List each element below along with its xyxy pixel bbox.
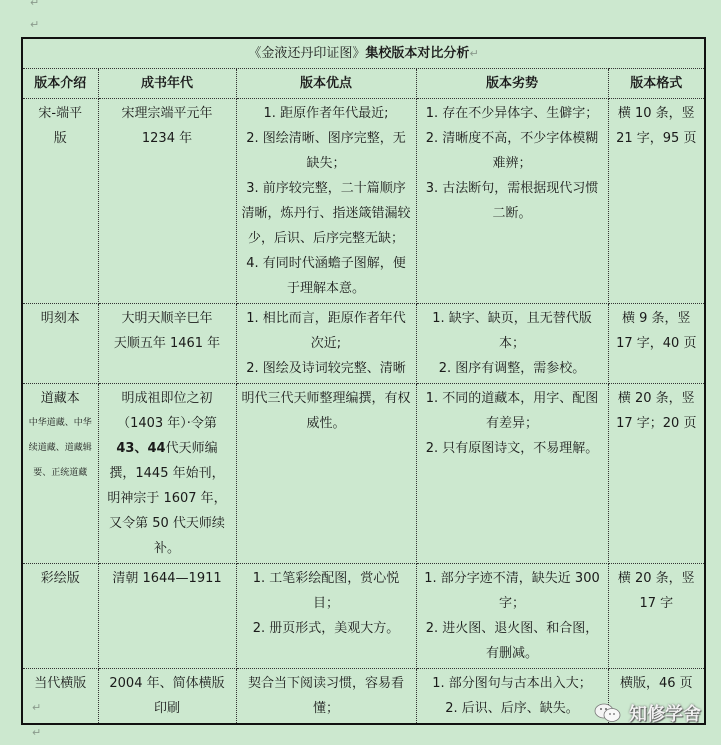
cell-format: 横 10 条，竖 21 字，95 页 (608, 99, 705, 304)
table-row (22, 384, 705, 564)
cell-cons: 1. 部分字迹不清，缺失近 300 字； 2. 进火图、退火图、和合图，有删减。 (416, 564, 608, 669)
version-comparison-table (21, 37, 706, 725)
cell-date: 2004 年、简体横版印刷 (98, 669, 236, 725)
edition-note: 中华道藏、中华续道藏、道藏辑要、正统道藏 (28, 418, 92, 478)
watermark-text: 知修学舍 (629, 704, 701, 725)
cell-edition: 当代横版 (22, 669, 98, 725)
wechat-icon (593, 702, 623, 724)
table-title: 《金液还丹印证图》集校版本对比分析↵ (22, 38, 705, 69)
header-pros: 版本优点 (236, 69, 416, 99)
table-title-book: 《金液还丹印证图》 (248, 46, 366, 61)
cell-pros: 明代三代天师整理编撰，有权威性。 (236, 384, 416, 564)
cell-edition: 道藏本 中华道藏、中华续道藏、道藏辑要、正统道藏 (22, 384, 98, 564)
cell-cons: 1. 不同的道藏本，用字、配图有差异； 2. 只有原图诗文，不易理解。 (416, 384, 608, 564)
cell-edition: 明刻本 (22, 304, 98, 384)
table-title-row (22, 38, 705, 69)
watermark (593, 700, 701, 726)
cell-pros: 1. 工笔彩绘配图，赏心悦目； 2. 册页形式，美观大方。 (236, 564, 416, 669)
paragraph-mark: ↵ (32, 701, 42, 714)
table-row (22, 564, 705, 669)
cell-format: 横版，46 页 (608, 669, 705, 725)
cell-edition: 彩绘版 (22, 564, 98, 669)
table-row (22, 99, 705, 304)
header-edition: 版本介绍 (22, 69, 98, 99)
paragraph-mark: ↵ (32, 726, 42, 739)
cell-cons: 1. 部分图句与古本出入大； 2. 后识、后序、缺失。 (416, 669, 608, 725)
paragraph-mark: ↵ (30, 18, 40, 31)
cell-cons: 1. 存在不少异体字、生僻字； 2. 清晰度不高，不少字体模糊难辨； 3. 古法断句，需根据现代习惯二断。 (416, 99, 608, 304)
cell-date: 明成祖即位之初（1403 年）·令第43、44代天师编撰，1445 年始刊，明神宗于 1607 年，又令第 50 代天师续补。 (98, 384, 236, 564)
cell-format: 横 20 条，竖 17 字 (608, 564, 705, 669)
paragraph-mark: ↵ (30, 0, 40, 9)
cell-date: 大明天顺辛巳年 天顺五年 1461 年 (98, 304, 236, 384)
cell-date: 宋理宗端平元年 1234 年 (98, 99, 236, 304)
cell-pros: 契合当下阅读习惯，容易看懂； (236, 669, 416, 725)
table-header-row (22, 69, 705, 99)
table-title-subject: 集校版本对比分析 (365, 46, 470, 61)
cell-edition: 宋-端平 版 (22, 99, 98, 304)
cell-cons: 1. 缺字、缺页，且无替代版本； 2. 图序有调整，需参校。 (416, 304, 608, 384)
cell-date: 清朝 1644—1911 (98, 564, 236, 669)
table-row (22, 304, 705, 384)
cell-format: 横 20 条，竖 17 字；20 页 (608, 384, 705, 564)
cell-pros: 1. 距原作者年代最近; 2. 图绘清晰、图序完整，无缺失； 3. 前序较完整，二十篇顺序清晰，炼丹行、指迷箴错漏较少，后识、后序完整无缺； 4. 有同时代涵蟾子图解，便于理解本意。 (236, 99, 416, 304)
header-date: 成书年代 (98, 69, 236, 99)
cell-format: 横 9 条，竖 17 字，40 页 (608, 304, 705, 384)
header-format: 版本格式 (608, 69, 705, 99)
cell-pros: 1. 相比而言，距原作者年代次近; 2. 图绘及诗词较完整、清晰 (236, 304, 416, 384)
header-cons: 版本劣势 (416, 69, 608, 99)
